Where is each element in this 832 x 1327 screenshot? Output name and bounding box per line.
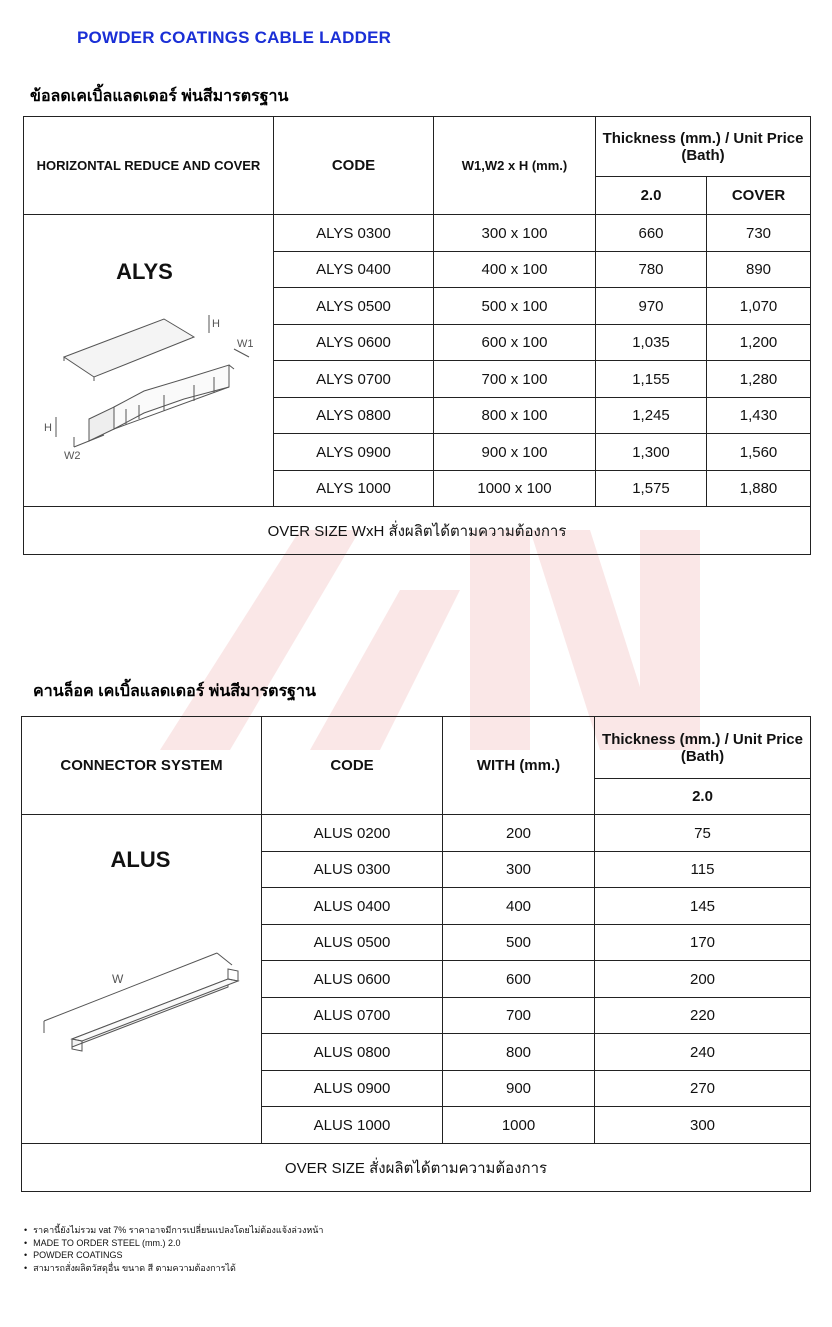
header-horizontal-reduce: HORIZONTAL REDUCE AND COVER <box>24 117 274 215</box>
note-made-to-order: • MADE TO ORDER STEEL (mm.) 2.0 <box>24 1237 323 1250</box>
code-cell: ALUS 0200 <box>262 815 443 852</box>
section1-title: ข้อลดเคเบิ้ลแลดเดอร์ พ่นสีมารตรฐาน <box>30 88 289 105</box>
width-cell: 400 <box>443 888 595 925</box>
price-cell: 1,575 <box>596 471 707 507</box>
code-cell: ALUS 0400 <box>262 888 443 925</box>
section2-title: คานล็อค เคเบิ้ลแลดเดอร์ พ่นสีมารตรฐาน <box>33 683 316 700</box>
code-cell: ALUS 0900 <box>262 1071 443 1107</box>
reduce-cover-table <box>23 116 811 555</box>
price-cell: 1,035 <box>596 325 707 361</box>
page-title: POWDER COATINGS CABLE LADDER <box>77 28 392 47</box>
width-cell: 600 <box>443 961 595 998</box>
cover-price-cell: 890 <box>707 252 811 288</box>
header-width: WITH (mm.) <box>443 717 595 815</box>
width-cell: 500 <box>443 925 595 961</box>
header-size: W1,W2 x H (mm.) <box>434 117 596 215</box>
size-cell: 700 x 100 <box>434 361 596 398</box>
diagram-label-w1: W1 <box>236 338 253 350</box>
header-cover: COVER <box>707 177 811 215</box>
notes-list <box>24 1224 323 1274</box>
diagram-label-h2: H <box>43 422 52 434</box>
product-cell-alus <box>22 815 262 1144</box>
size-cell: 900 x 100 <box>434 434 596 471</box>
price-cell: 270 <box>595 1071 811 1107</box>
price-cell: 200 <box>595 961 811 998</box>
price-cell: 220 <box>595 998 811 1034</box>
oversize-note: OVER SIZE WxH สั่งผลิตได้ตามความต้องการ <box>24 507 811 555</box>
price-cell: 300 <box>595 1107 811 1144</box>
cover-price-cell: 1,280 <box>707 361 811 398</box>
code-cell: ALUS 0800 <box>262 1034 443 1071</box>
price-cell: 75 <box>595 815 811 852</box>
product-cell-alys <box>24 215 274 507</box>
code-cell: ALYS 0300 <box>274 215 434 252</box>
connector-table <box>21 716 811 1192</box>
code-cell: ALYS 0900 <box>274 434 434 471</box>
price-cell: 145 <box>595 888 811 925</box>
header-code: CODE <box>262 717 443 815</box>
width-cell: 200 <box>443 815 595 852</box>
price-cell: 115 <box>595 852 811 888</box>
price-cell: 240 <box>595 1034 811 1071</box>
note-custom-order: • สามารถสั่งผลิตวัสดุอื่น ขนาด สี ตามความต้องการได้ <box>24 1262 323 1275</box>
size-cell: 300 x 100 <box>434 215 596 252</box>
header-thickness-price: Thickness (mm.) / Unit Price (Bath) <box>596 117 811 177</box>
price-cell: 970 <box>596 288 707 325</box>
diagram-label-w: W <box>111 972 123 986</box>
cover-price-cell: 730 <box>707 215 811 252</box>
price-cell: 780 <box>596 252 707 288</box>
reducer-diagram-icon <box>34 307 264 467</box>
code-cell: ALYS 0400 <box>274 252 434 288</box>
table-row <box>22 815 811 852</box>
header-connector-system: CONNECTOR SYSTEM <box>22 717 262 815</box>
size-cell: 500 x 100 <box>434 288 596 325</box>
product-name: ALYS <box>116 259 173 284</box>
cover-price-cell: 1,200 <box>707 325 811 361</box>
note-powder-coatings: • POWDER COATINGS <box>24 1249 323 1262</box>
code-cell: ALYS 1000 <box>274 471 434 507</box>
price-cell: 1,245 <box>596 398 707 434</box>
diagram-label-h1: H <box>211 318 220 330</box>
code-cell: ALYS 0600 <box>274 325 434 361</box>
size-cell: 1000 x 100 <box>434 471 596 507</box>
oversize-note: OVER SIZE สั่งผลิตได้ตามความต้องการ <box>22 1144 811 1192</box>
header-thickness-2-0: 2.0 <box>595 779 811 815</box>
size-cell: 400 x 100 <box>434 252 596 288</box>
product-name: ALUS <box>110 847 171 872</box>
width-cell: 900 <box>443 1071 595 1107</box>
cover-price-cell: 1,880 <box>707 471 811 507</box>
width-cell: 700 <box>443 998 595 1034</box>
code-cell: ALYS 0800 <box>274 398 434 434</box>
header-code: CODE <box>274 117 434 215</box>
price-cell: 1,300 <box>596 434 707 471</box>
size-cell: 600 x 100 <box>434 325 596 361</box>
code-cell: ALUS 0700 <box>262 998 443 1034</box>
code-cell: ALUS 0600 <box>262 961 443 998</box>
cover-price-cell: 1,430 <box>707 398 811 434</box>
price-cell: 660 <box>596 215 707 252</box>
cover-price-cell: 1,070 <box>707 288 811 325</box>
size-cell: 800 x 100 <box>434 398 596 434</box>
code-cell: ALUS 0300 <box>262 852 443 888</box>
code-cell: ALYS 0700 <box>274 361 434 398</box>
width-cell: 300 <box>443 852 595 888</box>
header-thickness-price: Thickness (mm.) / Unit Price (Bath) <box>595 717 811 779</box>
connector-bar-diagram-icon <box>32 921 252 1061</box>
cover-price-cell: 1,560 <box>707 434 811 471</box>
width-cell: 800 <box>443 1034 595 1071</box>
header-thickness-2-0: 2.0 <box>596 177 707 215</box>
code-cell: ALUS 0500 <box>262 925 443 961</box>
code-cell: ALUS 1000 <box>262 1107 443 1144</box>
code-cell: ALYS 0500 <box>274 288 434 325</box>
width-cell: 1000 <box>443 1107 595 1144</box>
diagram-label-w2: W2 <box>63 450 80 462</box>
note-vat: • ราคานี้ยังไม่รวม vat 7% ราคาอาจมีการเปลี่ยนแปลงโดยไม่ต้องแจ้งล่วงหน้า <box>24 1224 323 1237</box>
price-cell: 170 <box>595 925 811 961</box>
price-cell: 1,155 <box>596 361 707 398</box>
